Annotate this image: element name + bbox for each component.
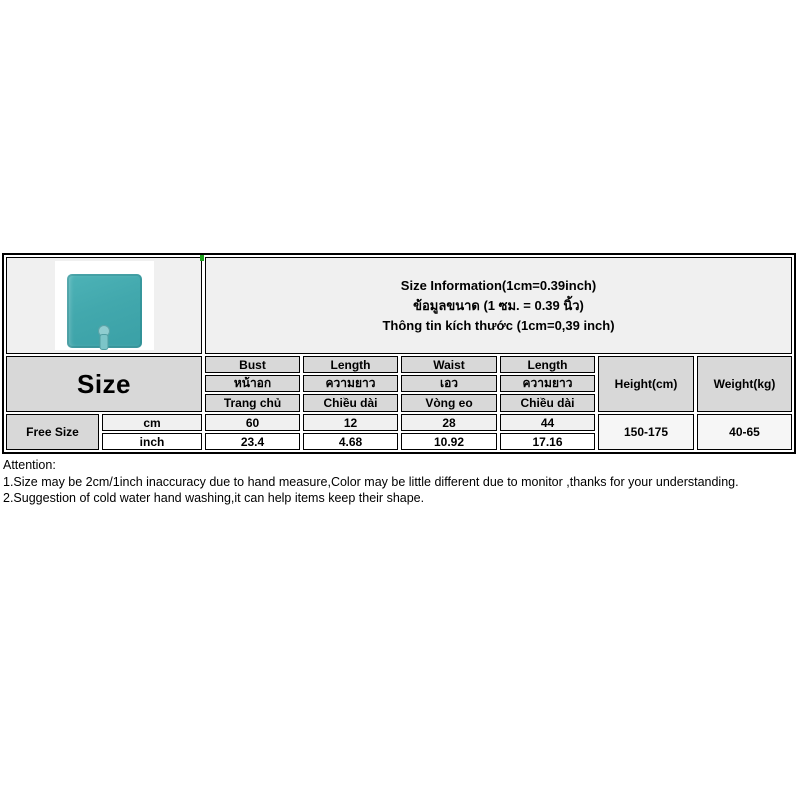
- value-length-cm: 12: [303, 414, 398, 431]
- green-artifact-mark: [200, 255, 204, 261]
- col-header-waist-en: Waist: [401, 356, 497, 373]
- size-info-title-th: ข้อมูลขนาด (1 ซม. = 0.39 นิ้ว): [413, 297, 584, 313]
- col-header-length-en: Length: [303, 356, 398, 373]
- col-header-length-th: ความยาว: [303, 375, 398, 392]
- col-header-bust-vi: Trang chủ: [205, 394, 300, 412]
- col-header-length-vi: Chiều dài: [303, 394, 398, 412]
- size-info-title-vi: Thông tin kích thước (1cm=0,39 inch): [382, 317, 615, 333]
- attention-note-1: 1.Size may be 2cm/1inch inaccuracy due to hand measure,Color may be little different due to monitor ,thanks for your understanding.: [3, 474, 739, 489]
- value-weight-range: 40-65: [697, 414, 792, 450]
- col-header-waist-vi: Vòng eo: [401, 394, 497, 412]
- col-header-waist-th: เอว: [401, 375, 497, 392]
- garment-drawstring-tab: [100, 334, 109, 350]
- size-corner-label: Size: [6, 356, 202, 412]
- value-waist-cm: 28: [401, 414, 497, 431]
- value-waist-inch: 10.92: [401, 433, 497, 450]
- unit-label-cm: cm: [102, 414, 202, 431]
- attention-note-2: 2.Suggestion of cold water hand washing,it can help items keep their shape.: [3, 491, 425, 505]
- teal-garment-image: [67, 274, 142, 348]
- attention-notes: [3, 457, 797, 507]
- size-info-title-en: Size Information(1cm=0.39inch): [400, 277, 597, 293]
- col-header-length2-en: Length: [500, 356, 595, 373]
- col-header-height: Height(cm): [598, 356, 694, 412]
- value-length-inch: 4.68: [303, 433, 398, 450]
- value-bust-cm: 60: [205, 414, 300, 431]
- col-header-bust-en: Bust: [205, 356, 300, 373]
- product-photo: [55, 261, 154, 350]
- value-length2-cm: 44: [500, 414, 595, 431]
- value-bust-inch: 23.4: [205, 433, 300, 450]
- unit-label-inch: inch: [102, 433, 202, 450]
- attention-title: Attention:: [3, 458, 56, 472]
- size-table: [2, 253, 796, 454]
- col-header-length2-th: ความยาว: [500, 375, 595, 392]
- col-header-bust-th: หน้าอก: [205, 375, 300, 392]
- product-image-cell: [6, 257, 202, 354]
- value-height-range: 150-175: [598, 414, 694, 450]
- col-header-length2-vi: Chiều dài: [500, 394, 595, 412]
- row-label-free-size: Free Size: [6, 414, 99, 450]
- value-length2-inch: 17.16: [500, 433, 595, 450]
- size-information-header: [205, 257, 792, 354]
- col-header-weight: Weight(kg): [697, 356, 792, 412]
